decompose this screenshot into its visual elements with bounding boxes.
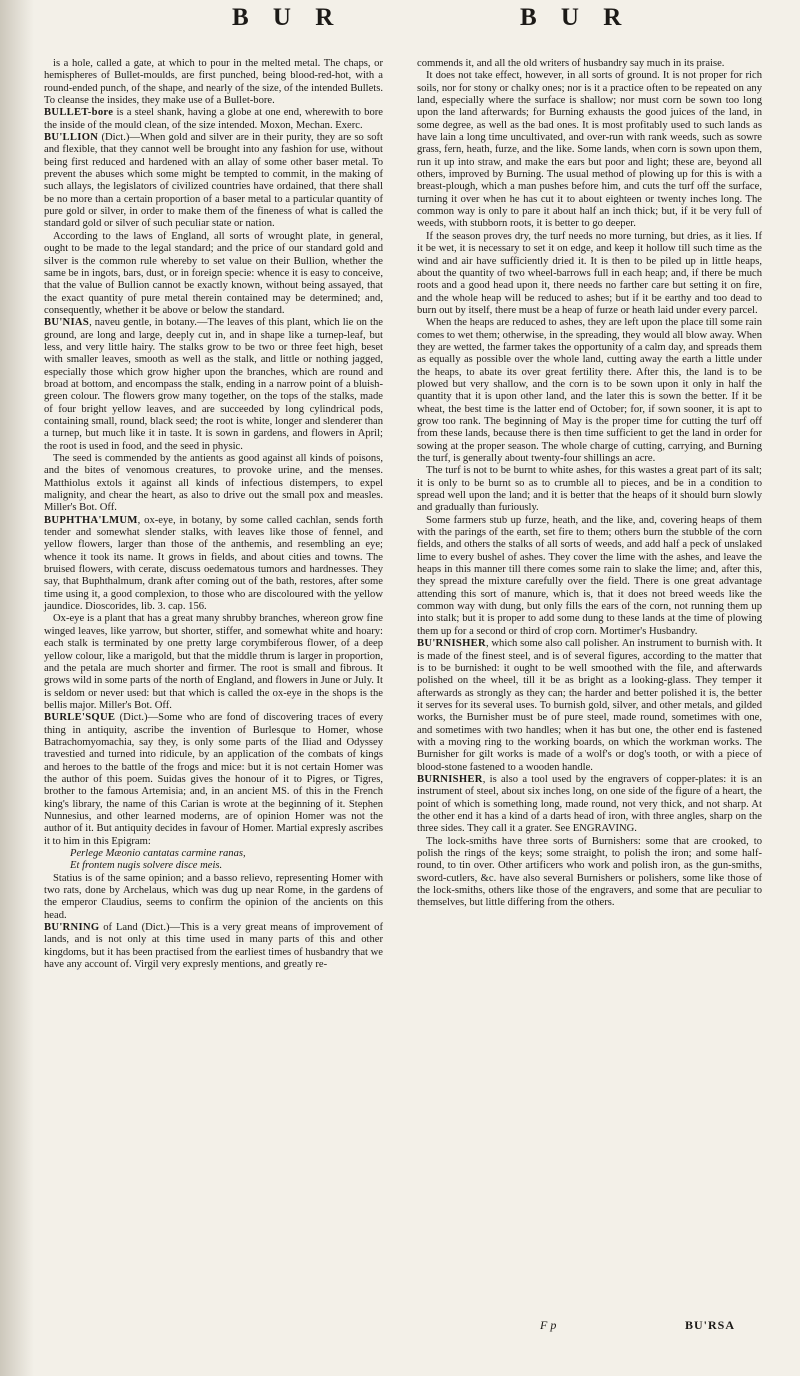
entry-text: It does not take effect, however, in all sorts of ground. It is not proper for rich soils, nor for stony or chalky ones; nor is it a practice often to be repeated on any land, especially where the surface is shallow; nor must corn be sown too long upon the land afterwards; for Burning exhausts the good juices of the land, in some degree, as well as the bad ones. It is most profitably used to such lands as have lain a long time uncultivated, and over-run with rank weeds, such as sowre grass, fern, heath, furze, and the like. Some lands, when corn is sown upon them, run it up into straw, and make the ears but poor and light; these are, beyond all others, improved by Burning. The usual method of plowing up for this is with a breast-plough, which a man pushes before him, and cuts the turf off the surface, turning it over when he has cut it to about eighteen or twenty inches long. The common way is only to pare it about half an inch thick; but, if it be very full of weeds, with stubborn roots, it is better to go deeper. (417, 70, 762, 230)
page-footer (0, 1318, 800, 1338)
paragraph (44, 613, 383, 712)
entry-text: is a steel shank, having a globe at one end, wherewith to bore the inside of the mould clean, of the size intended. Moxon, Mechan. Exerc. (44, 107, 383, 131)
entry-text: The seed is commended by the antients as good against all kinds of poisons, and the bites of venomous creatures, to provoke urine, and the menses. Matthiolus extols it against all kinds of infectious distempers, to expel malignity, and chear the heart, as also to drive out the small pox and measles. Miller's Bot. Off. (44, 453, 383, 514)
entry-text: When the heaps are reduced to ashes, they are left upon the place till some rain comes to wet them; otherwise, in the spreading, they would all blow away. When they are wetted, the farmer takes the opportunity of a calm day, and spreads them as equally as possible over the whole land, cutting away the earth a little under the heaps, to abate its over great fertility there. After this, the land is to be plowed but very shallow, and the corn is to be sown upon it only in half the quantity that it is upon other land, and the later this is sown the better. If it be wheat, the best time is the latter end of October; for, if sown sooner, it is apt to grow too rank. The beginning of May is the proper time for cutting the turf off from these lands, because there is then time sufficient to get the land in order for sowing at the proper season. The whole charge of cutting, carrying, and Burning the turf, is generally about twenty-four shillings an acre. (417, 317, 762, 464)
entry-text: , which some also call polisher. An instrument to burnish with. It is made of the finest steel, and is of several figures, according to the matter that is to be burnished: it ought to be well smoothed with the file, and afterwards polished on the wheel, till it be as bright as a looking-glass. They temper it afterwards as strongly as they can; the harder and better polished it is, the better it serves for its several uses. To burnish gold, silver, and other metals, and gilded works, the Burnisher must be of pure steel, made round, sometimes with one, and sometimes with two handles; when it has but one, the other end is fastened with a moving ring to the working boards, on which the workman works. The Burnisher for gilt works is made of a wolf's or dog's tooth, or with a piece of blood-stone fastened to a wooden handle. (417, 638, 762, 773)
entry-text: , naveu gentle, in botany.—The leaves of this plant, which lie on the ground, are long and large, deeply cut in, and in shape like a turnep-leaf, but less, and very little hairy. The stalks grow to be two or three feet high, beset with smaller leaves, smooth as well as the stalk, and little or nothing jagged, especially those which grow higher upon the branches, which are round and broad at bottom, and encompass the stalk, ending in a narrow point of a bluish-green colour. The flowers grow many together, on the tops of the stalks, made of four bright yellow leaves, and are succeeded by long cylindrical pods, containing small, round, black seed; the root is white, longer and slenderer than a turnep, but much like it in taste. It is sown in gardens, and flowers in April; the root is used in food, and the seed in physic. (44, 317, 383, 452)
entry-headword: BURLE'SQUE (44, 712, 116, 724)
header-left: B U R (232, 4, 343, 31)
entry-headword: BU'NIAS (44, 317, 90, 329)
entry-text: , is also a tool used by the engravers of copper-plates: it is an instrument of steel, about six inches long, on one side of the figure of a heart, the point of which is something long, made round, not very thick, and not sharp. At the other end it has a kind of a darts head of iron, with three angles, sharp on the three sides. They call it a grater. See ENGRAVING. (417, 773, 762, 835)
paragraph (417, 70, 762, 230)
entry-text: Statius is of the same opinion; and a basso relievo, representing Homer with two rats, done by Archelaus, which was dug up near Rome, in the gardens of the emperor Claudius, seems to confirm the opinion of the ancients on this head. (44, 872, 383, 921)
dictionary-entry (44, 132, 383, 231)
paragraph (417, 317, 762, 465)
gutter-shadow (0, 0, 34, 1376)
entry-text: is a hole, called a gate, at which to pour in the melted metal. The chaps, or hemispheres of Bullet-moulds, are first punched, being blood-red-hot, with a round-ended punch, of the shape, and nearly of the size, of the intended Bullets. To cleanse the insides, they make use of a Bullet-bore. (44, 58, 383, 107)
verse-line (70, 848, 383, 860)
dictionary-entry (44, 107, 383, 132)
entry-headword: BUPHTHA'LMUM (44, 514, 138, 526)
catchword: BU'RSA (685, 1318, 736, 1332)
entry-text: , ox-eye, in botany, by some called cachlan, sends forth tender and somewhat slender stalks, with leaves like those of fennel, and yellow flowers, larger than those of the anthemis, and resembling an eye; whence it took its name. It grows in fields, and about cities and towns. The bruised flowers, with cerate, discuss oedematous tumors and hardnesses. They say, that Buphthalmum, drank after coming out of the bath, restores, after some time using it, a good complexion, to those who are discoloured with the yellow jaundice. Dioscorides, lib. 3. cap. 156. (44, 514, 383, 613)
dictionary-entry (44, 515, 383, 614)
entry-text: Perlege Mæonio cantatas carmine ranas, (70, 848, 246, 859)
entry-text: Et frontem nugis solvere disce meis. (70, 860, 223, 872)
entry-text: The turf is not to be burnt to white ashes, for this wastes a great part of its salt; it is only to be burnt so as to crumble all to pieces, and be in a condition to spread well upon the land; and it is better that the heaps of it should burn slowly and gradually than furiously. (417, 465, 762, 514)
dictionary-entry (417, 638, 762, 774)
entry-headword: BULLET-bore (44, 107, 114, 119)
paragraph (44, 58, 383, 107)
entry-text: (Dict.)—Some who are fond of discovering traces of every thing in antiquity, ascribe the invention of Burlesque to Homer, whose Batrachomyomachia, say they, is only some parts of the Iliad and Odyssey travestied and turned into ridicule, by an application of the combats of kings and heroes to the battle of the frogs and mice: but it is not certain Homer was the author of this poem. Suidas gives the honour of it to Pigres, or Tigres, brother to the famous Artemisia; and, in an ancient MS. of this in the French king's library, the name of this Carian is wrote at the beginning of it. Stephen Nunnesius, and other learned moderns, are of opinion Homer was not the author of it. But antiquity decides in favour of Homer. Martial expresly ascribes it to him in this Epigram: (44, 712, 383, 847)
paragraph (44, 231, 383, 317)
running-header (0, 4, 800, 54)
entry-headword: BU'RNISHER (417, 638, 486, 650)
right-column (417, 58, 762, 910)
paragraph (44, 873, 383, 922)
verse-line (70, 860, 383, 872)
entry-headword: BU'RNING (44, 922, 100, 934)
dictionary-entry (44, 317, 383, 453)
entry-headword: BURNISHER (417, 773, 483, 785)
left-column (44, 58, 383, 971)
entry-text: Ox-eye is a plant that has a great many shrubby branches, whereon grow fine winged leaves, like yarrow, but shorter, stiffer, and somewhat white and hoary: each stalk is terminated by one pretty large corymbiferous flower, of a deep yellow colour, like a marigold, but that the middle thrum is larger in proportion, and the petala are much shorter and firmer. The root is small and fibrous. It grows wild in some parts of the north of England, and flowers in June or July. It is seldom or never used: but that which is called the ox-eye in the shops is the bellis major. Miller's Bot. Off. (44, 613, 383, 711)
entry-text: Some farmers stub up furze, heath, and the like, and, covering heaps of them with the parings of the earth, set fire to them; others burn the stubble of the corn fields, and others the stalks of all sorts of weeds, and add half a peck of unslaked lime to every bushel of ashes. They cover the lime with the ashes, and leave the heaps in this manner till there comes some rain to slake the lime; and, after this, they spread the mixture carefully over the field. There is one great advantage attending this sort of manure, which is, that it does not breed weeds like the common way with dung, but only fills the ears of the corn, not running them up into stalk; but it is proper to add some dung to these lands at the time of plowing them up for a second or third of crop corn. Mortimer's Husbandry. (417, 514, 762, 637)
dictionary-entry (44, 922, 383, 971)
entry-text: The lock-smiths have three sorts of Burnishers: some that are crooked, to polish the rings of the keys; some straight, to polish the iron; and some half-round, to tin over. Other artificers who work and polish iron, as the gun-smiths, sword-cutlers, &c. have also several Burnishers or polishers, some like those of the lock-smiths, others like those of the engravers, and some that are peculiar to themselves, but little differing from the others. (417, 835, 762, 909)
header-right: B U R (520, 4, 631, 31)
paragraph (417, 836, 762, 910)
entry-text: of Land (Dict.)—This is a very great means of improvement of lands, and is not only at this time used in many parts of this and other kingdoms, but it has been practised from the earliest times of husbandry that we have any account of. Virgil very expresly mentions, and greatly re- (44, 922, 383, 971)
paragraph (417, 465, 762, 514)
entry-text: commends it, and all the old writers of husbandry say much in its praise. (417, 58, 725, 69)
entry-headword: BU'LLION (44, 132, 99, 144)
paragraph (417, 231, 762, 317)
entry-text: If the season proves dry, the turf needs no more turning, but dries, as it lies. If it be wet, it is necessary to set it on edge, and keep it hollow till such time as the wind and air have sufficiently dried it. It is then to be piled up in little heaps, about the quantity of two wheel-barrows full in each heap; and, if there be much roots and a good head upon it, there needs no farther care but setting it on fire, and the whole heap will be reduced to ashes; but if it be earthy and too dead to burn out by itself, there must be a heap of furze or heath laid under every parcel. (417, 230, 762, 316)
dictionary-entry (417, 58, 762, 70)
paragraph (44, 453, 383, 515)
entry-text: According to the laws of England, all sorts of wrought plate, in general, ought to be made to the legal standard; and the price of our standard gold and silver is the common rule whereby to set value on their Bullion, whether the same be in ingots, bars, dust, or in foreign specie: whence it is easy to conceive, that the value of Bullion cannot be exactly known, without being assayed, that the exact quantity of pure metal therein contained may be determined; and, consequently, whether it be above or below the standard. (44, 230, 383, 316)
dictionary-entry (417, 774, 762, 836)
entry-text: (Dict.)—When gold and silver are in their purity, they are so soft and flexible, that they cannot well be brought into any fashion for use, without being first reduced and hardened with an allay of some other baser metal. To prevent the abuses which some might be tempted to commit, in the making of such allays, the legislators of civilized countries have ordained, that there shall be no more than a certain proportion of a baser metal to a particular quantity of pure gold or silver, in order to make them of the fineness of what is called the standard gold or silver of such peculiar state or nation. (44, 132, 383, 230)
paragraph (417, 515, 762, 638)
signature-mark: F p (540, 1318, 557, 1332)
dictionary-entry (44, 712, 383, 848)
